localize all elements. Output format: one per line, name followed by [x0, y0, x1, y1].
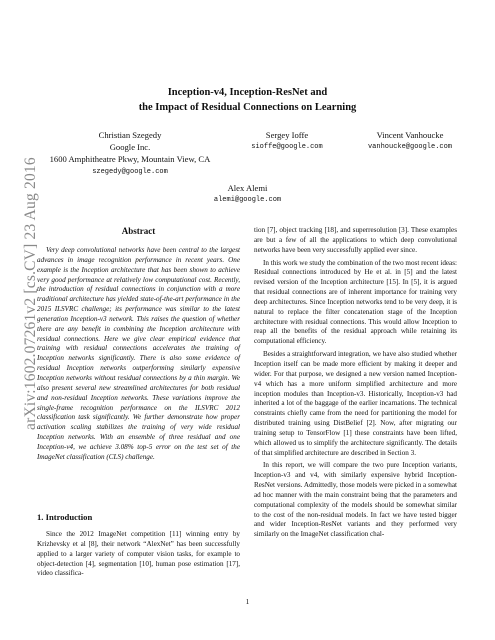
author-email: szegedy@google.com [92, 168, 168, 176]
author-address: 1600 Amphitheatre Pkwy, Mountain View, CA [49, 154, 211, 164]
right-paragraph-3: Besides a straightforward integration, we have also studied whether Inception itself can be made more efficient by making it deeper and wider. For that purpose, we designed a new version named Inception-v4 which has a more uniform simplified architecture and more inception modules than Inception-v3. Historically, Inception-v3 had inherited a lot of the baggage of the earlier incarnations. The technical constraints chiefly came from the need for partitioning the model for distributed training using DistBelief [2]. Now, after migrating our training setup to TensorFlow [1] these constraints have been lifted, which allowed us to simplify the architecture significantly. The details of that simplified architecture are described in Section 3. [254, 350, 457, 457]
author-name: Alex Alemi [227, 183, 268, 193]
page-number: 1 [245, 597, 250, 606]
author-alemi [180, 182, 315, 206]
author-affiliation: Google Inc. [109, 142, 151, 152]
author-name: Christian Szegedy [98, 130, 162, 140]
paper-title [0, 85, 495, 115]
author-name: Vincent Vanhoucke [376, 130, 444, 140]
abstract-body [37, 246, 240, 463]
right-paragraph-4: In this report, we will compare the two pure Inception variants, Inception-v3 and v4, with similarly expensive hybrid Inception-ResNet versions. Admittedly, those models were picked in a somewhat ad hoc manner with the main constraint being that the parameters and computational complexity of the models should be somewhat similar to the cost of the non-residual models. In fact we have tested bigger and wider Inception-ResNet variants and they performed very similarly on the ImageNet classification chal- [254, 461, 457, 539]
author-ioffe [222, 129, 352, 153]
section-heading-introduction: 1. Introduction [37, 512, 93, 522]
abstract-paragraph: Very deep convolutional networks have been central to the largest advances in image recognition performance in recent years. One example is the Inception architecture that has been shown to achieve very good performance at relatively low computational cost. Recently, the introduction of residual connections in conjunction with a more traditional architecture has yielded state-of-the-art performance in the 2015 ILSVRC challenge; its performance was similar to the latest generation Inception-v3 network. This raises the question of whether there are any benefit in combining the Inception architecture with residual connections. Here we give clear empirical evidence that training with residual connections accelerates the training of Inception networks significantly. There is also some evidence of residual Inception networks outperforming similarly expensive Inception networks without residual connections by a thin margin. We also present several new streamlined architectures for both residual and non-residual Inception networks. These variations improve the single-frame recognition performance on the ILSVRC 2012 classification task significantly. We further demonstrate how proper activation scaling stabilizes the training of very wide residual Inception networks. With an ensemble of three residual and one Inception-v4, we achieve 3.08% top-5 error on the test set of the ImageNet classification (CLS) challenge. [37, 246, 240, 461]
arxiv-identifier: arXiv:1602.07261v2 [cs.CV] 23 Aug 2016 [22, 157, 39, 430]
intro-left-column [37, 530, 240, 579]
author-email: vanhoucke@google.com [367, 143, 452, 151]
author-szegedy [40, 129, 220, 178]
author-email: alemi@google.com [213, 196, 282, 204]
abstract-heading: Abstract [121, 226, 156, 236]
right-paragraph-2: In this work we study the combination of the two most recent ideas: Residual connections introduced by He et al. in [5] and the latest revised version of the Inception architecture [15]. In [5], it is argued that residual connections are of inherent importance for training very deep architectures. Since Inception networks tend to be very deep, it is natural to replace the filter concatenation stage of the Inception architecture with residual connections. This would allow Inception to reap all the benefits of the residual approach while retaining its computational efficiency. [254, 258, 457, 346]
title-line-1: Inception-v4, Inception-ResNet and [167, 87, 328, 98]
author-name: Sergey Ioffe [265, 130, 309, 140]
right-paragraph-1: tion [7], object tracking [18], and superresolution [3]. These examples are but a few of all the applications to which deep convolutional networks have been very successfully applied ever since. [254, 226, 457, 254]
intro-paragraph-1: Since the 2012 ImageNet competition [11] winning entry by Krizhevsky et al [8], their network “AlexNet” has been successfully applied to a larger variety of computer vision tasks, for example to object-detection [4], segmentation [10], human pose estimation [17], video classifica- [37, 530, 240, 578]
author-vanhoucke [340, 129, 480, 153]
title-line-2: the Impact of Residual Connections on Learning [138, 102, 357, 113]
author-email: sioffe@google.com [251, 143, 323, 151]
right-column [254, 226, 457, 540]
